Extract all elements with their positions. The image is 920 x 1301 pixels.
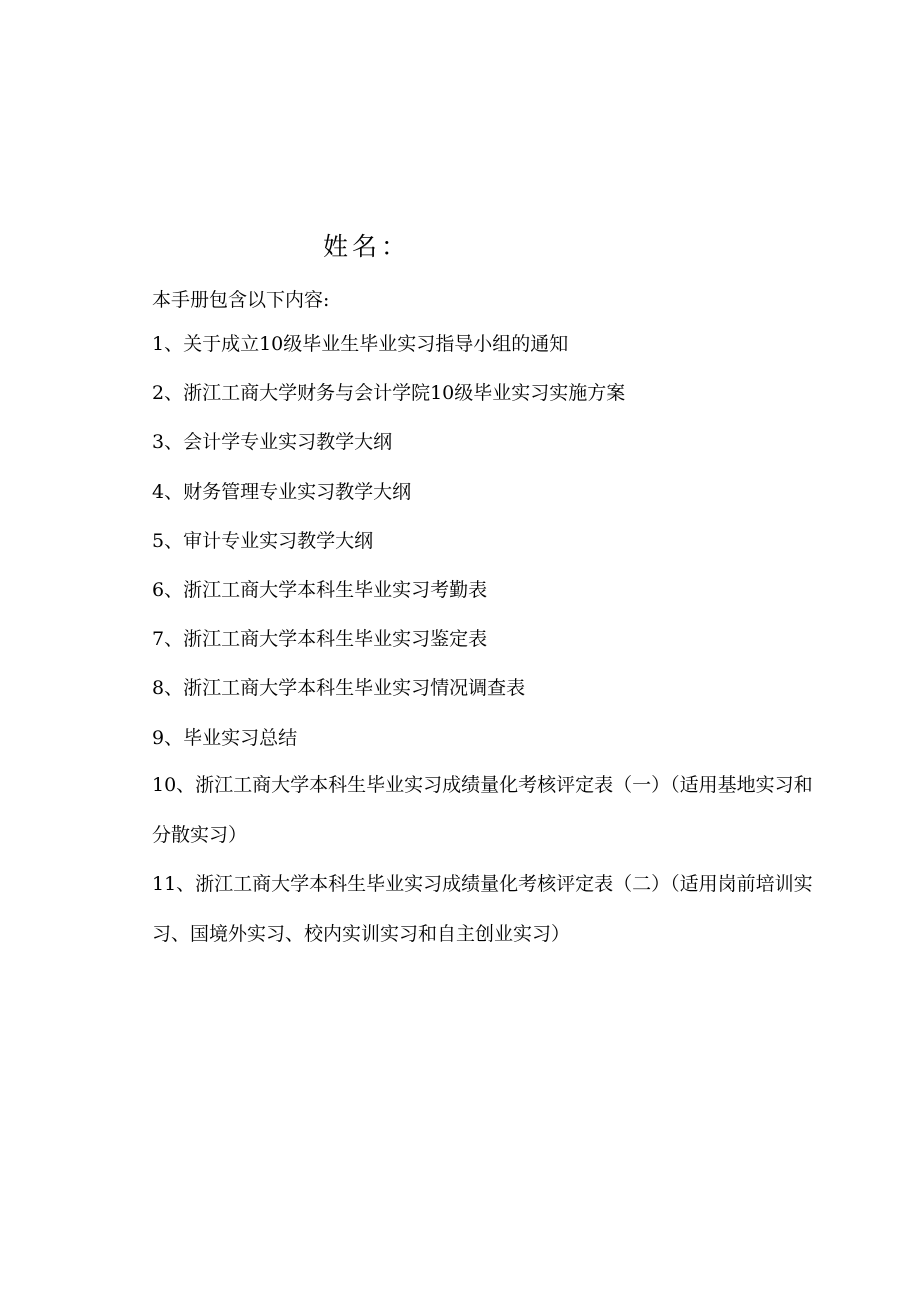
contents-item-6: 6、浙江工商大学本科生毕业实习考勤表 [152, 579, 488, 601]
contents-intro: 本手册包含以下内容: [152, 289, 330, 311]
contents-item-2: 2、浙江工商大学财务与会计学院10级毕业实习实施方案 [152, 382, 626, 404]
contents-item-9: 9、毕业实习总结 [152, 727, 298, 749]
contents-item-5: 5、审计专业实习教学大纲 [152, 530, 374, 552]
contents-item-4: 4、财务管理专业实习教学大纲 [152, 481, 412, 503]
contents-item-7: 7、浙江工商大学本科生毕业实习鉴定表 [152, 628, 488, 650]
contents-item-3: 3、会计学专业实习教学大纲 [152, 431, 393, 453]
contents-item-8: 8、浙江工商大学本科生毕业实习情况调查表 [152, 677, 526, 699]
name-label: 姓名： [323, 232, 411, 261]
contents-item-1: 1、关于成立10级毕业生毕业实习指导小组的通知 [152, 333, 569, 355]
contents-item-11: 11、浙江工商大学本科生毕业实习成绩量化考核评定表（二）（适用岗前培训实习、国境外实习、校内实训实习和自主创业实习） [152, 873, 813, 945]
contents-item-10: 10、浙江工商大学本科生毕业实习成绩量化考核评定表（一）（适用基地实习和分散实习） [152, 774, 813, 846]
